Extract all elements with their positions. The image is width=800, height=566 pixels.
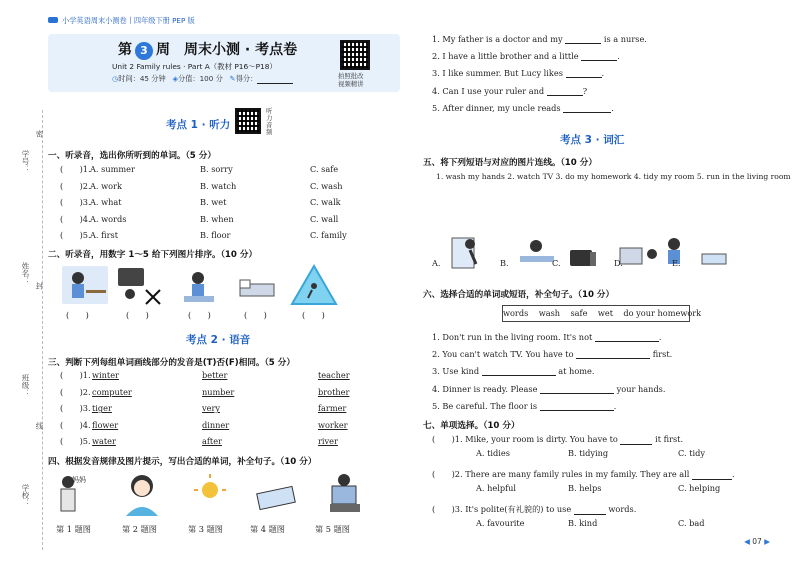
q2-pictures <box>60 262 380 308</box>
q5-label-b: B. <box>500 258 509 268</box>
picture-eraser <box>257 486 296 509</box>
q4-caption-3: 第 3 题图 <box>188 524 223 534</box>
q5-label-c: C. <box>552 258 561 268</box>
mom-label: 妈妈 <box>72 476 86 484</box>
part2-heading: 考点 2 · 语音 <box>186 334 251 346</box>
margin-label-number: 学号： <box>21 150 30 173</box>
q5-phrases: 1. wash my hands 2. watch TV 3. do my homework 4. tidy my room 5. run in the living room <box>436 172 791 181</box>
picture-tv-cross <box>118 268 160 304</box>
list-item: ( )3. tiger very farmer <box>60 403 347 414</box>
picture-kid-running <box>452 238 476 268</box>
q6-items <box>432 332 772 418</box>
list-item: ( )1. A. summer B. sorry C. safe <box>60 164 339 174</box>
list-item: ( )1. Mike, your room is dirty. You have to it first. A. tidies B. tidying C. tidy <box>432 434 705 458</box>
page-number: ◀ 07 ▶ <box>744 537 770 546</box>
q4-fill-sentences <box>432 34 772 120</box>
list-item: 1. Don't run in the living room. It's not . <box>432 332 662 342</box>
list-item: ( )3. It's polite(有礼貌的) to use words. A. favourite B. kind C. bad <box>432 504 705 528</box>
list-item: 1. My father is a doctor and my is a nurse. <box>432 34 647 44</box>
q4-pictures <box>50 468 390 520</box>
picture-kid-washing <box>184 272 214 302</box>
seal-char-feng: 封 <box>35 282 44 290</box>
list-item: ( )5. water after river <box>60 436 338 447</box>
picture-tidy-room <box>620 248 657 264</box>
list-item: ( )4. A. words B. when C. wall <box>60 213 339 224</box>
got-text: 得分： <box>235 74 258 83</box>
next-arrow-icon: ▶ <box>764 537 770 546</box>
q4-caption-5: 第 5 题图 <box>315 524 350 534</box>
q5-label-e: E. <box>672 258 681 268</box>
page-title: 第 3 周 周末小测 · 考点卷 <box>118 42 298 58</box>
clock-icon: ◷ <box>112 74 119 83</box>
list-item: ( )2. A. work B. watch C. wash <box>60 180 343 191</box>
picture-man-reading <box>330 474 360 512</box>
list-item: 5. Be careful. The floor is . <box>432 400 617 411</box>
q5-label-a: A. <box>432 258 441 268</box>
picture-wet-floor-sign <box>292 266 336 304</box>
margin-label-name: 姓名： <box>21 262 30 285</box>
list-item: ( )2. There are many family rules in my family. They are all . A. helpful B. helps C. helping <box>432 469 735 493</box>
q1-items <box>60 164 390 247</box>
picture-bed <box>240 280 274 296</box>
audio-qr-code-icon[interactable] <box>235 108 261 134</box>
q2-bracket-1[interactable]: ( ) <box>66 310 89 320</box>
q4-caption-2: 第 2 题图 <box>122 524 157 534</box>
margin-label-class: 班级： <box>21 374 30 397</box>
list-item: 2. I have a little brother and a little . <box>432 51 620 62</box>
list-item: 4. Can I use your ruler and ? <box>432 85 588 96</box>
q5-label-d: D. <box>614 258 623 268</box>
list-item: ( )4. flower dinner worker <box>60 419 348 430</box>
q2-bracket-2[interactable]: ( ) <box>126 310 149 320</box>
q6-title: 六、选择合适的单词或短语，补全句子。（10 分） <box>423 290 615 300</box>
series-title: 小学英语周末小测卷丨四年级下册 PEP 版 <box>62 16 195 25</box>
score-text: 分值：100 分 <box>178 74 223 83</box>
part1-heading: 考点 1 · 听力 <box>166 119 231 131</box>
qr-code-icon[interactable] <box>340 40 370 70</box>
q6-word-box: words wash safe wet do your homework <box>502 305 690 322</box>
list-item: 4. Dinner is ready. Please your hands. <box>432 383 666 394</box>
margin-label-school: 学校： <box>21 484 30 507</box>
prev-arrow-icon: ◀ <box>744 537 750 546</box>
picture-tv <box>570 250 596 266</box>
q3-items <box>60 370 390 453</box>
list-item: 3. I like summer. But Lucy likes . <box>432 68 605 79</box>
q3-title: 三、判断下列每组单词画线部分的发音是(T)否(F)相同。（5 分） <box>48 358 295 368</box>
list-item: ( )2. computer number brother <box>60 386 350 397</box>
part3-heading: 考点 3 · 词汇 <box>560 134 625 146</box>
list-item: ( )5. A. first B. floor C. family <box>60 230 347 241</box>
q7-title: 七、单项选择。（10 分） <box>423 421 520 431</box>
q5-title: 五、将下列短语与对应的图片连线。（10 分） <box>423 158 597 168</box>
picture-kid-at-desk <box>62 266 108 304</box>
picture-girl <box>126 475 158 516</box>
qr-caption: 拍照批改 视频精讲 <box>338 72 364 88</box>
score-icon: ◈ <box>172 74 179 83</box>
picture-kid-homework <box>520 240 554 262</box>
seal-line <box>42 110 43 550</box>
q4-caption-4: 第 4 题图 <box>250 524 285 534</box>
week-number-badge: 3 <box>135 42 153 60</box>
exam-meta <box>112 74 293 84</box>
seal-char-xian: 线 <box>35 422 44 430</box>
q4-title: 四、根据发音规律及图片提示，写出合适的单词，补全句子。（10 分） <box>48 457 317 467</box>
q5-pictures <box>440 230 730 278</box>
list-item: 5. After dinner, my uncle reads . <box>432 102 614 113</box>
pen-icon: ✎ <box>229 74 236 83</box>
list-item: ( )3. A. what B. wet C. walk <box>60 197 341 208</box>
brand-logo <box>48 17 58 23</box>
list-item: 3. Use kind at home. <box>432 366 595 377</box>
seal-char-mi: 密 <box>35 130 44 138</box>
q4-caption-1: 第 1 题图 <box>56 524 91 534</box>
audio-qr-caption: 听 力 音 频 <box>266 107 273 136</box>
list-item: 2. You can't watch TV. You have to first. <box>432 349 673 360</box>
list-item: ( )1. winter better teacher <box>60 370 350 380</box>
time-text: 时间：45 分钟 <box>118 74 166 83</box>
q7-items <box>432 434 772 539</box>
q2-bracket-5[interactable]: ( ) <box>302 310 325 320</box>
q2-bracket-3[interactable]: ( ) <box>188 310 211 320</box>
q1-title: 一、听录音，选出你所听到的单词。（5 分） <box>48 151 216 161</box>
q2-bracket-4[interactable]: ( ) <box>244 310 267 320</box>
unit-subtitle: Unit 2 Family rules · Part A（教材 P16～P18） <box>112 62 277 71</box>
picture-summer-sun <box>194 474 226 498</box>
q2-title: 二、听录音，用数字 1～5 给下列图片排序。（10 分） <box>48 250 258 260</box>
